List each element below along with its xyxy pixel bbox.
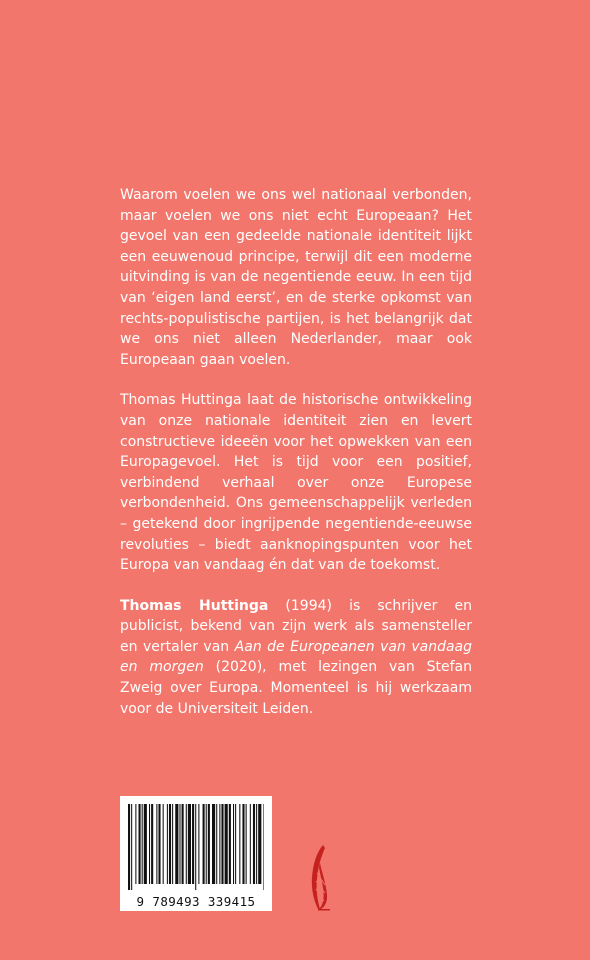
barcode-bar	[219, 804, 220, 884]
barcode-bar	[169, 804, 171, 884]
barcode-bar	[167, 804, 168, 884]
barcode-bar	[235, 804, 236, 884]
barcode-bar	[186, 804, 187, 884]
barcode-bar	[246, 804, 247, 884]
barcode-bar	[192, 804, 194, 884]
barcode-bar	[151, 804, 153, 884]
barcode-bar	[239, 804, 240, 884]
book-title: Aan de Europeanen van vandaag en morgen	[120, 638, 472, 676]
barcode-bar	[233, 804, 234, 884]
barcode-bar	[158, 804, 160, 884]
barcode-bar	[195, 804, 196, 890]
barcode-bar	[253, 804, 255, 884]
barcode-bar	[263, 804, 264, 890]
barcode-bar	[128, 804, 130, 890]
barcode-bar	[256, 804, 257, 884]
quill-logo-icon	[308, 843, 334, 919]
barcode-bar	[208, 804, 210, 884]
blurb-paragraph-2: Thomas Huttinga laat de historische ontwikkeling van onze nationale identiteit zien en levert constructieve ideeën voor het opwekken van een Europagevoel. Het is tijd voor een positief, verbindend verhaal over onze Europese verbondenheid. Ons gemeenschappelijk verleden – getekend door ingrijpende negentiende-eeuwse revoluties – biedt aanknopingspunten voor het Europa van vandaag én dat van de toekomst.	[120, 392, 472, 574]
barcode-bar	[139, 804, 141, 884]
barcode-bar	[175, 804, 178, 884]
barcode-bar	[188, 804, 191, 884]
barcode-bar	[203, 804, 205, 884]
author-bio	[120, 596, 472, 720]
back-cover-blurb	[120, 185, 472, 719]
bio-text-1: (1994) is schrijver en publicist, bekend van zijn werk als samensteller en vertaler van	[120, 597, 472, 655]
barcode-bar	[142, 804, 143, 884]
barcode-bar	[198, 804, 199, 884]
barcode-bar	[163, 804, 164, 884]
barcode-bars	[120, 796, 272, 894]
barcode-bar	[179, 804, 180, 884]
barcode-bar	[172, 804, 173, 884]
bio-text-2: (2020), met lezingen van Stefan Zweig over Europa. Momenteel is hij werkzaam voor de Universiteit Leiden.	[120, 659, 472, 717]
barcode-bar	[131, 804, 132, 890]
barcode-bar	[242, 804, 244, 884]
barcode-bar	[225, 804, 228, 884]
barcode-bar	[135, 804, 136, 884]
barcode-bar	[182, 804, 184, 884]
isbn-barcode	[120, 796, 272, 911]
barcode-bar	[149, 804, 150, 884]
barcode-bar	[156, 804, 157, 884]
barcode-bar	[212, 804, 215, 884]
author-name: Thomas Huttinga	[120, 597, 269, 614]
barcode-bar	[250, 804, 251, 884]
barcode-bar	[221, 804, 223, 884]
barcode-bar	[216, 804, 217, 884]
blurb-paragraph-1: Waarom voelen we ons wel nationaal verbonden, maar voelen we ons niet echt Europeaan? Het gevoel van een gedeelde nationale identiteit lijkt een eeuwenoud principe, terwijl dit een moderne uitvinding is van de negentiende eeuw. In een tijd van ‘eigen land eerst’, en de sterke opkomst van rechts-populistische partijen, is het belangrijk dat we ons niet alleen Nederlander, maar ook Europeaan gaan voelen.	[120, 187, 472, 368]
isbn-number: 9 789493 339415	[136, 894, 256, 909]
barcode-bar	[258, 804, 261, 884]
barcode-bar	[206, 804, 207, 884]
barcode-bar	[229, 804, 231, 884]
barcode-bar	[144, 804, 147, 884]
